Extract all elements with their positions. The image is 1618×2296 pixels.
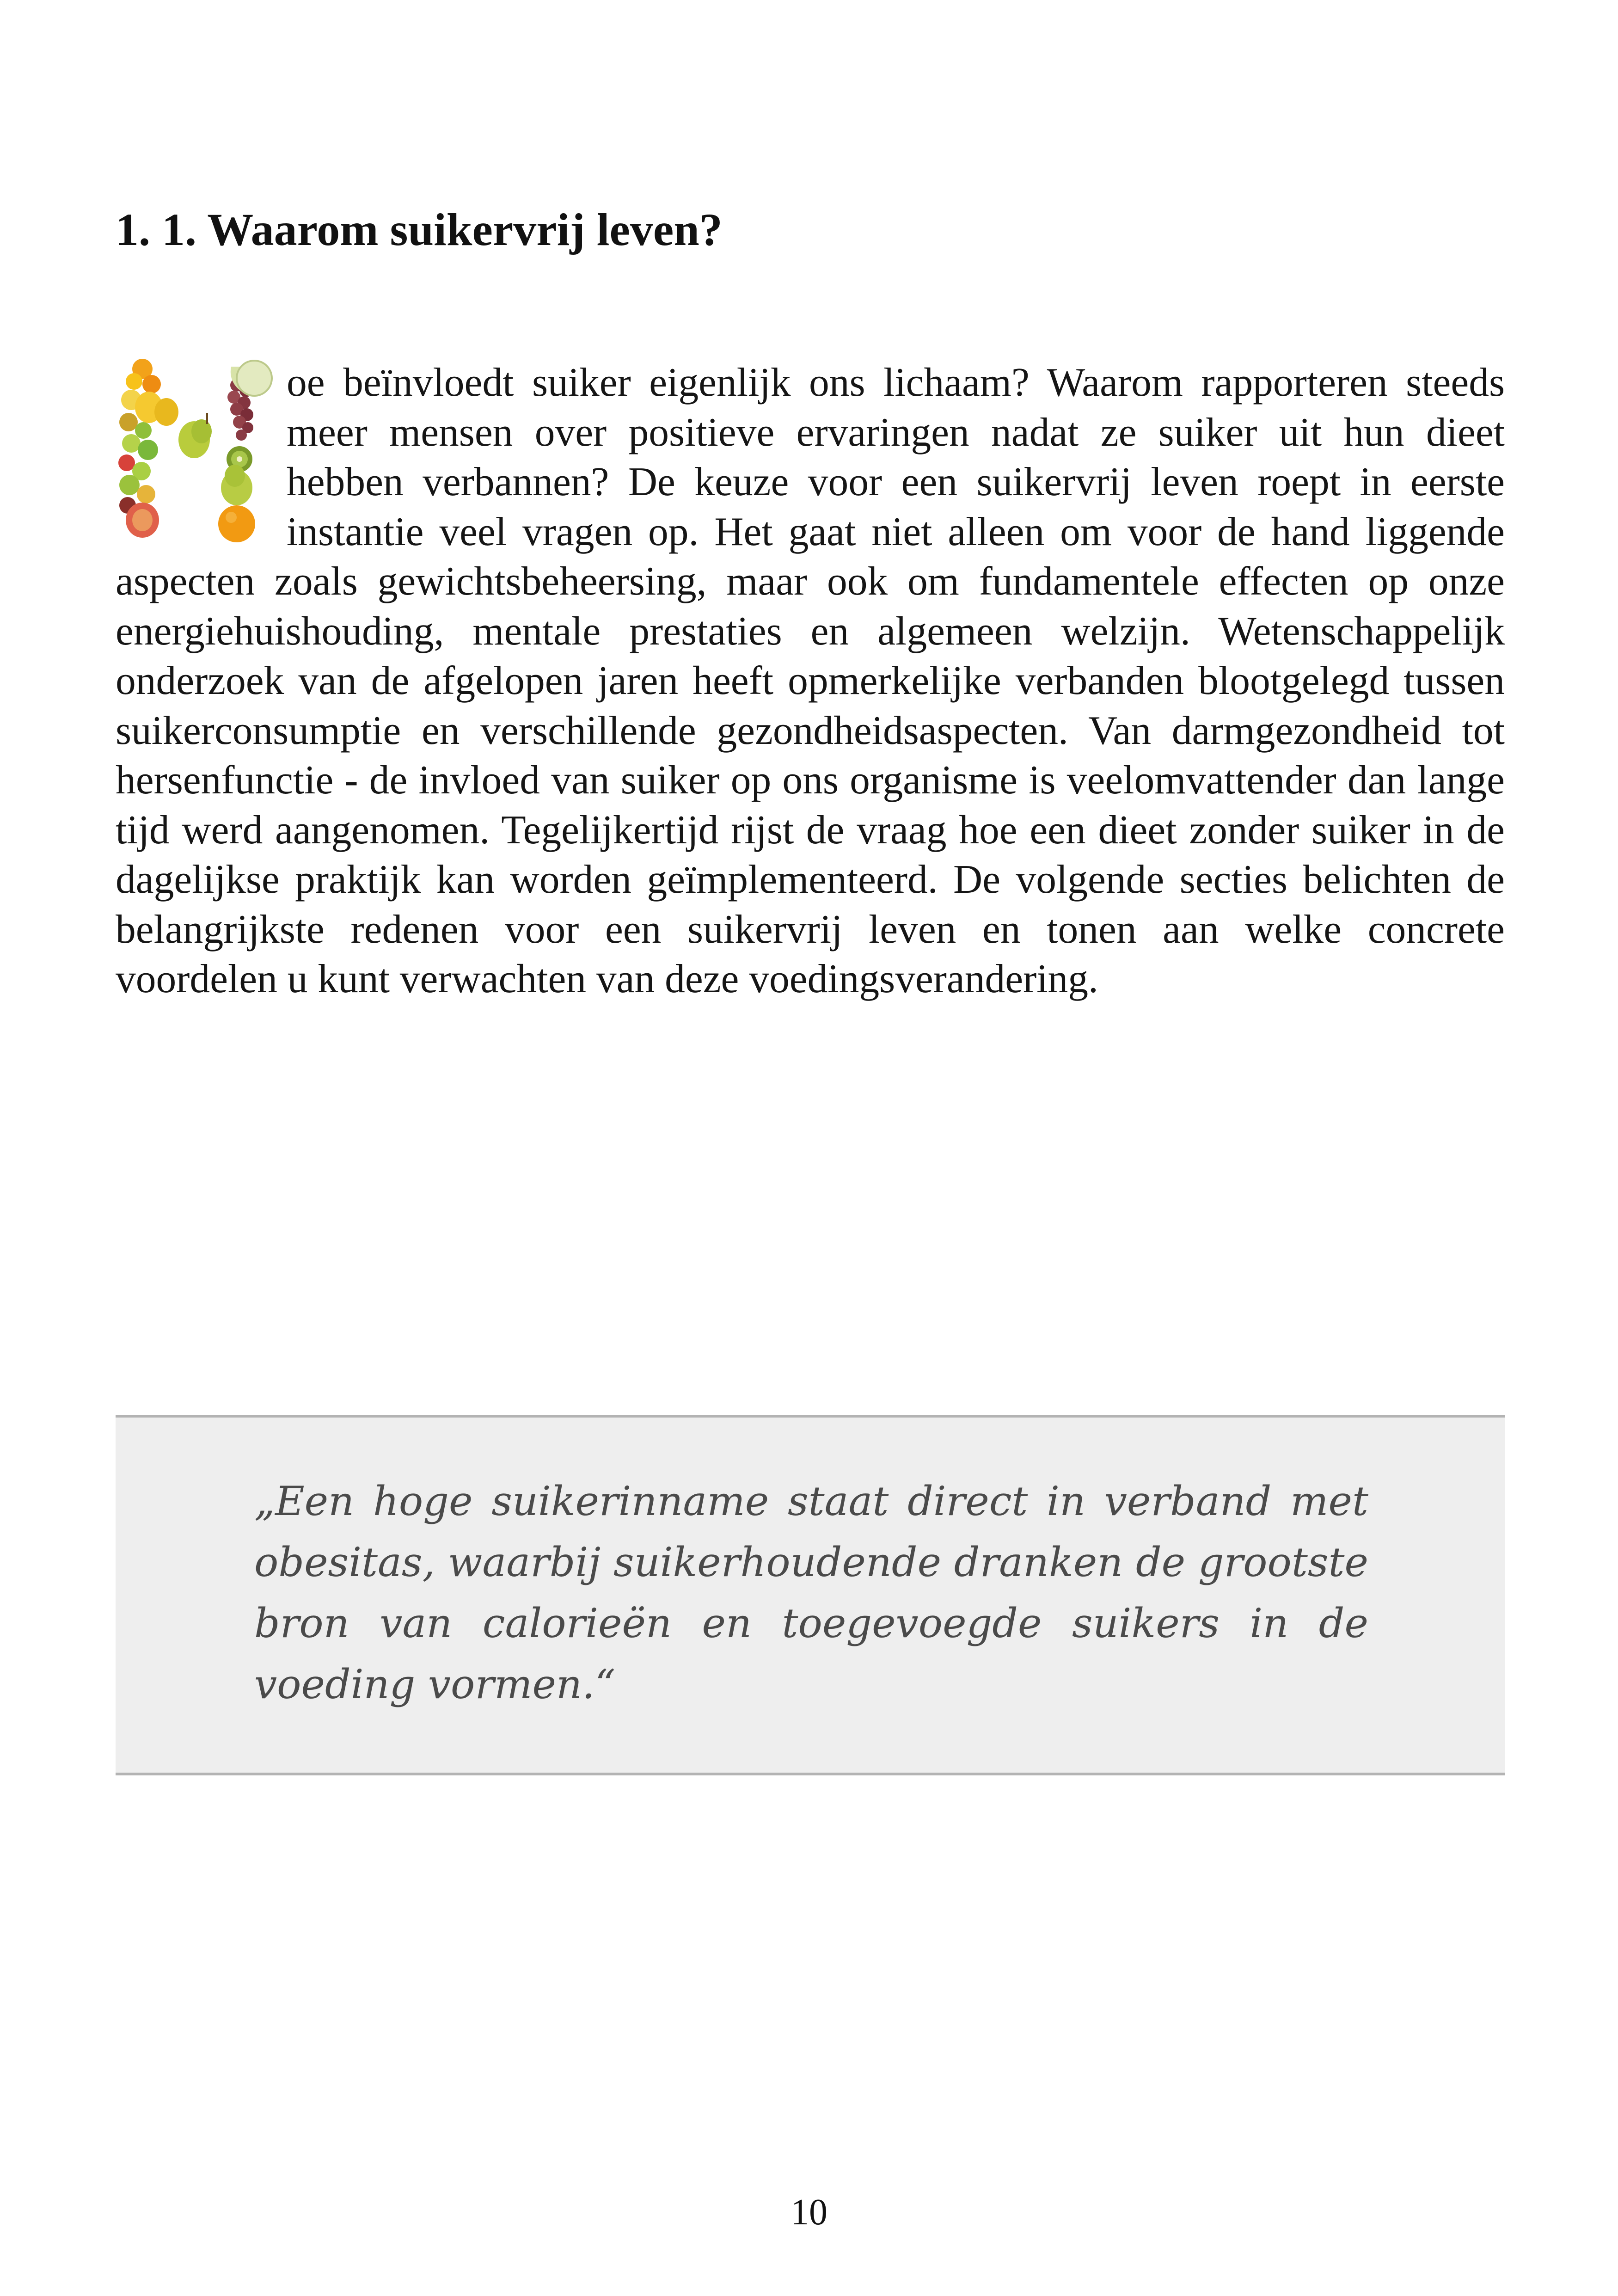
section-heading: 1. 1. Waarom suikervrij leven? <box>116 204 723 255</box>
pull-quote-box <box>116 1415 1505 1775</box>
body-text: oe beïnvloedt suiker eigenlijk ons lichaam? Waarom rapporteren steeds meer mensen over positieve ervaringen nadat ze suiker uit hun dieet hebben verbannen? De keuze voor een suikervrij leven roept in eerste instantie veel vragen op. Het gaat niet alleen om voor de hand liggende aspecten zoals gewichtsbeheersing, maar ook om fundamentele effecten op onze energiehuishouding, mentale prestaties en algemeen welzijn. Wetenschappelijk onderzoek van de afgelopen jaren heeft opmerkelijke verbanden blootgelegd tussen suikerconsumptie en verschillende gezondheidsaspecten. Van darmgezondheid tot hersenfunctie - de invloed van suiker op ons organisme is veelomvattender dan lange tijd werd aangenomen. Tegelijkertijd rijst de vraag hoe een dieet zonder suiker in de dagelijkse praktijk kan worden geïmplementeerd. De volgende secties belichten de belangrijkste redenen voor een suikervrij leven en tonen aan welke concrete voordelen u kunt verwachten van deze voedingsverandering. <box>116 360 1505 1001</box>
fruit-letter-h-icon <box>116 357 273 547</box>
pull-quote-text: „Een hoge suikerinname staat direct in verband met obesitas, waarbij suikerhoudende dranken de grootste bron van calorieën en toegevoegde suikers in de voeding vormen.“ <box>254 1478 1368 1708</box>
body-paragraph <box>116 357 1505 1004</box>
page-number: 10 <box>791 2192 827 2233</box>
